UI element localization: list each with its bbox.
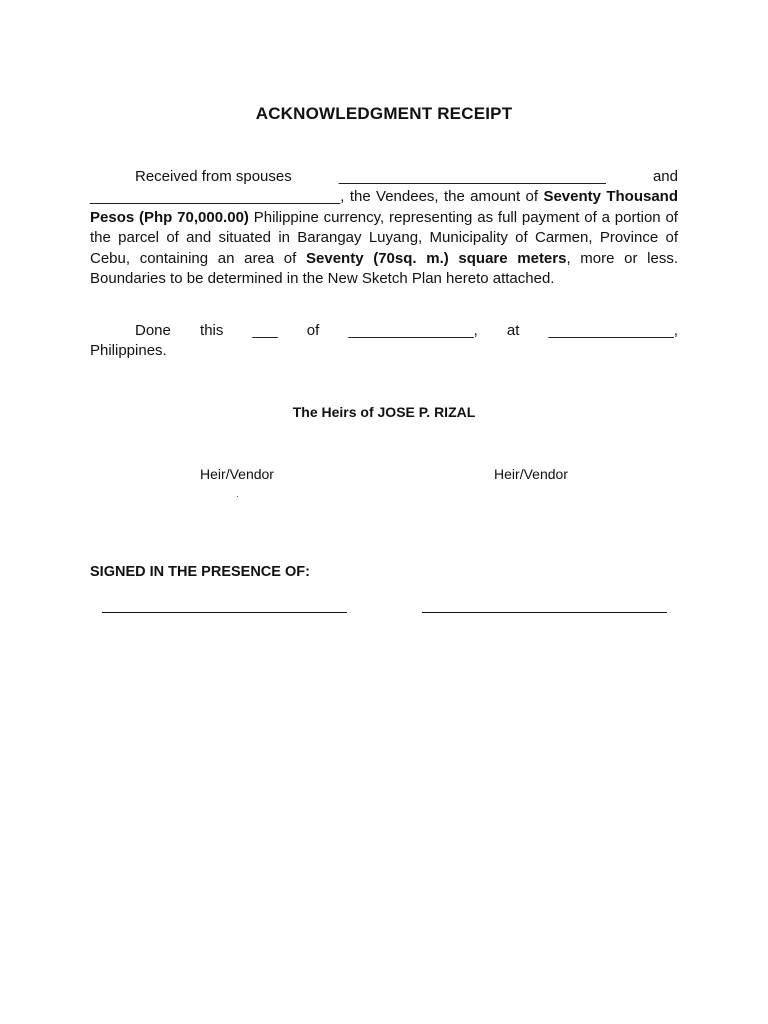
- done-word: Done: [135, 322, 171, 339]
- witness-signature-line-right: [422, 612, 667, 613]
- philippines-text: Philippines.: [90, 342, 167, 360]
- witness-signature-line-left: [102, 612, 347, 613]
- document-title: ACKNOWLEDGMENT RECEIPT: [255, 104, 513, 123]
- spouse-name-blank: ________________________________: [338, 168, 606, 185]
- and-text: and: [652, 168, 678, 185]
- day-blank: ___: [252, 322, 278, 339]
- stray-dot: .: [236, 489, 239, 500]
- area-text: Seventy (70sq. m.) square meters: [306, 249, 567, 267]
- receipt-paragraph: [90, 167, 678, 289]
- done-line: [90, 321, 678, 341]
- done-paragraph: [90, 321, 678, 362]
- this-word: this: [200, 322, 224, 339]
- of-word: of: [306, 322, 320, 339]
- at-word: at: [506, 322, 520, 339]
- paragraph-first-line: [90, 167, 678, 187]
- vendees-text: , the Vendees, the amount of: [340, 188, 544, 206]
- amount-text: Seventy Thousand Pesos (Php 70,000.00): [90, 188, 678, 226]
- payment-description: Philippine currency, representing as full payment of a portion of the parcel of and situated in Barangay Luyang, Municipality of Carmen, Province of Cebu, containing an area of: [90, 208, 678, 267]
- received-from-text: Received from spouses: [135, 168, 292, 185]
- heirs-title: The Heirs of JOSE P. RIZAL: [292, 404, 476, 420]
- spouse-name-blank-2: ______________________________: [90, 188, 341, 206]
- signed-presence-label: SIGNED IN THE PRESENCE OF:: [90, 564, 310, 580]
- heir-vendor-right: Heir/Vendor: [494, 466, 568, 482]
- month-blank: _______________,: [348, 322, 478, 339]
- place-blank: _______________,: [548, 322, 678, 339]
- heir-vendor-left: Heir/Vendor: [200, 466, 274, 482]
- boundaries-text: , more or less. Boundaries to be determined in the New Sketch Plan hereto attached.: [90, 249, 679, 288]
